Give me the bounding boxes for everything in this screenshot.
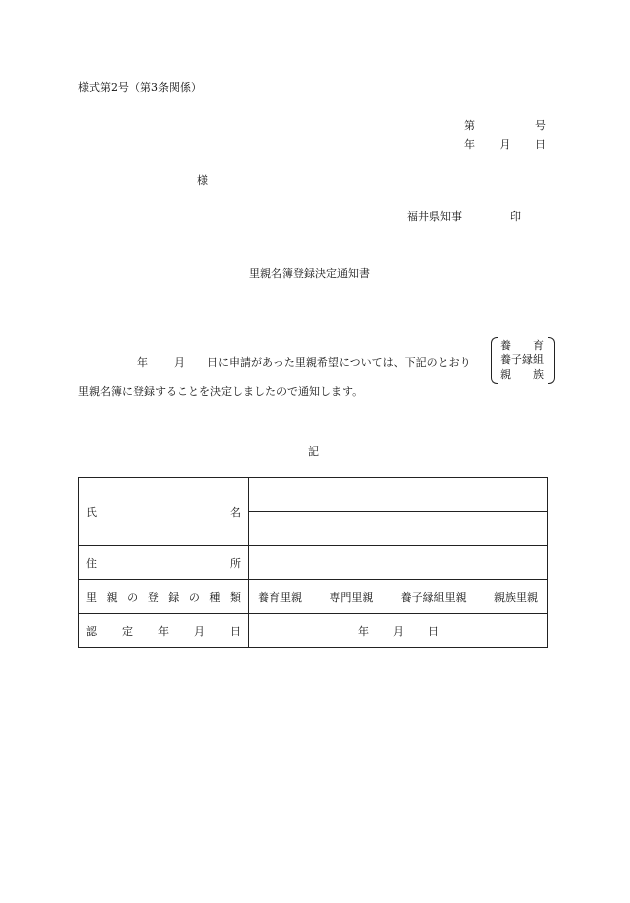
registration-type-label: 里 親 の 登 録 の 種 類: [79, 580, 249, 614]
option-yoiku: 養 育: [500, 339, 544, 352]
option-shinzoku: 親 族: [500, 368, 544, 381]
body-year: 年: [137, 356, 148, 369]
type-senmon-satooya[interactable]: 専門里親: [329, 590, 374, 604]
address-value[interactable]: [249, 546, 548, 580]
body-line1: 日に申請があった里親希望については、下記のとおり: [207, 356, 471, 369]
cert-month: 月: [393, 624, 404, 638]
type-yoshi-engumi-satooya[interactable]: 養子縁組里親: [400, 590, 467, 604]
cert-year: 年: [358, 624, 369, 638]
cert-day: 日: [428, 624, 439, 638]
date-year: 年: [464, 138, 475, 151]
right-bracket: [548, 337, 555, 384]
option-yoshi-engumi: 養子縁組: [500, 353, 544, 366]
document-title: 里親名簿登録決定通知書: [249, 267, 370, 280]
registration-type-options: [249, 580, 548, 614]
type-shinzoku-satooya[interactable]: 親族里親: [493, 590, 538, 604]
form-label: 様式第2号（第3条関係）: [78, 81, 202, 94]
date-day: 日: [535, 138, 546, 151]
certification-date-value[interactable]: [249, 614, 548, 648]
number-prefix: 第: [464, 119, 475, 132]
document-number: [464, 119, 546, 133]
registration-table: [78, 477, 548, 648]
issue-date: [464, 138, 546, 152]
name-value-1[interactable]: [249, 478, 548, 512]
body-line2: 里親名簿に登録することを決定しましたので通知します。: [78, 385, 364, 398]
left-bracket: [491, 337, 498, 384]
type-yoiku-satooya[interactable]: 養育里親: [258, 590, 302, 604]
ki-mark: 記: [308, 445, 319, 458]
name-label: 氏 名: [79, 478, 249, 546]
issuer: 福井県知事: [407, 210, 462, 223]
name-value-2[interactable]: [249, 512, 548, 546]
addressee-suffix: 様: [197, 174, 208, 187]
seal-mark: 印: [510, 210, 521, 223]
date-month: 月: [499, 138, 511, 151]
body-month: 月: [174, 356, 185, 369]
number-suffix: 号: [535, 119, 546, 132]
foster-type-options: [491, 337, 555, 384]
certification-date-label: 認 定 年 月 日: [79, 614, 249, 648]
address-label: 住 所: [79, 546, 249, 580]
